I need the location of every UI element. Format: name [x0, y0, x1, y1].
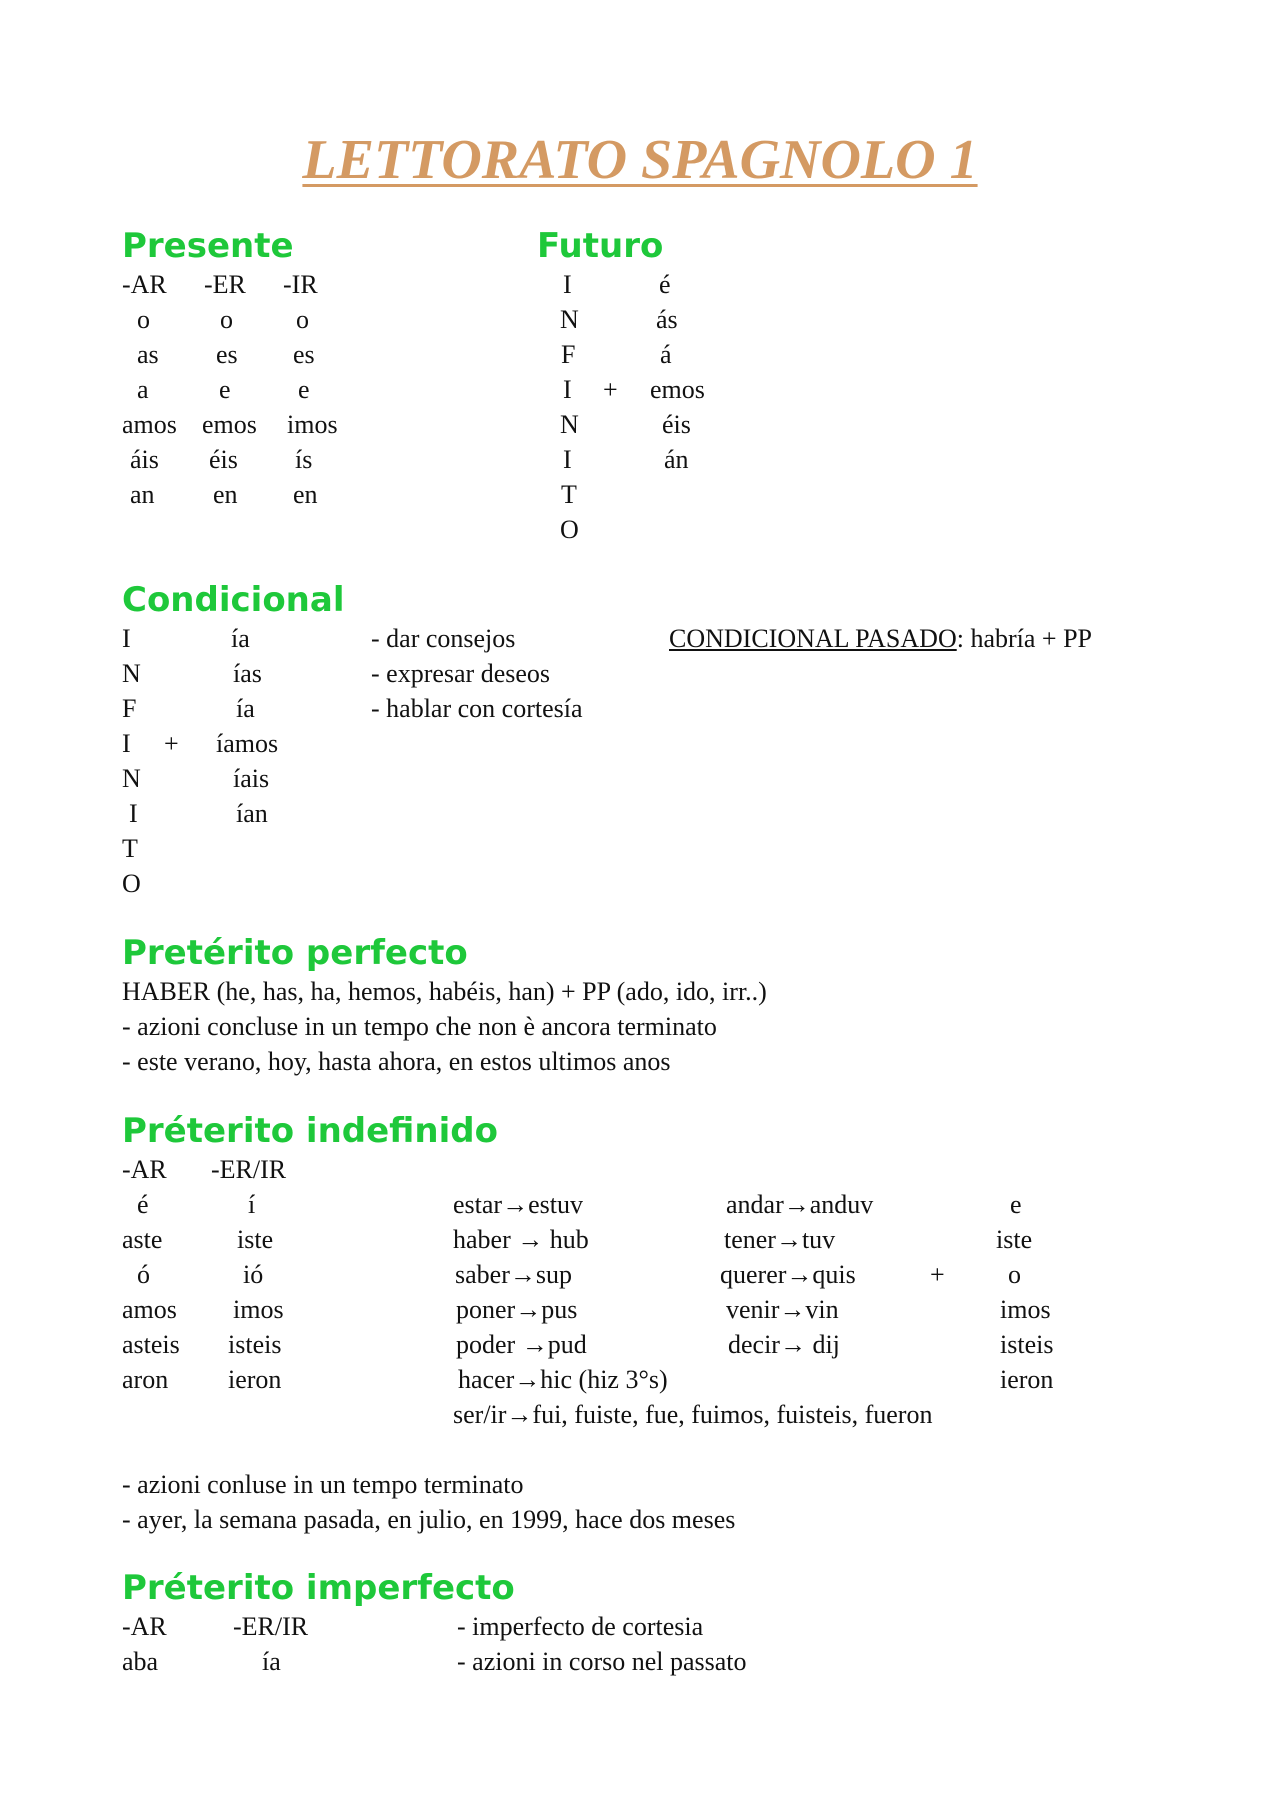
condicional-use: - hablar con cortesía: [371, 694, 583, 723]
condicional-plus: +: [164, 729, 179, 758]
indefinido-erir-ending: ieron: [228, 1365, 282, 1394]
presente-ar-ending: o: [137, 305, 150, 334]
condicional-stem-letter: N: [122, 659, 141, 688]
indefinido-irregular-stem: andar→anduv: [726, 1190, 874, 1219]
indefinido-irregular-stem: tener→tuv: [724, 1225, 836, 1254]
condicional-stem-letter: I: [122, 729, 131, 758]
indefinido-irregular-ending: e: [1010, 1190, 1022, 1219]
futuro-ending: á: [660, 340, 672, 369]
condicional-stem-letter: N: [122, 764, 141, 793]
indefinido-irregular-ending: imos: [1000, 1295, 1051, 1324]
condicional-pasado-label: CONDICIONAL PASADO: [669, 624, 957, 653]
presente-er-header: -ER: [204, 270, 246, 299]
presente-er-ending: en: [213, 480, 238, 509]
condicional-stem-letter: I: [129, 799, 138, 828]
indefinido-irregular-stem: poner→pus: [456, 1295, 578, 1324]
condicional-ending: ía: [231, 624, 250, 653]
presente-er-ending: e: [219, 375, 231, 404]
indefinido-ar-ending: é: [137, 1190, 149, 1219]
condicional-ending: íais: [233, 764, 270, 793]
condicional-stem-letter: F: [122, 694, 137, 723]
imperfecto-ar-ending: aba: [122, 1647, 159, 1676]
indefinido-erir-ending: ió: [243, 1260, 264, 1289]
indefinido-ar-ending: ó: [137, 1260, 150, 1289]
condicional-pasado: [669, 624, 1092, 654]
condicional-ending: íamos: [216, 729, 279, 758]
indefinido-erir-ending: iste: [237, 1225, 274, 1254]
condicional-stem-letter: T: [122, 834, 138, 863]
futuro-ending: éis: [662, 410, 691, 439]
imperfecto-heading: Préterito imperfecto: [122, 1568, 515, 1608]
perfecto-line: - este verano, hoy, hasta ahora, en estos ultimos anos: [122, 1047, 671, 1076]
page-title: LETTORATO SPAGNOLO 1: [302, 129, 978, 191]
indefinido-irregular-stem: estar→estuv: [453, 1190, 583, 1219]
indefinido-erir-ending: imos: [233, 1295, 284, 1324]
presente-ir-ending: en: [293, 480, 318, 509]
indefinido-irregular-ending: isteis: [1000, 1330, 1054, 1359]
presente-ir-ending: imos: [287, 410, 338, 439]
indefinido-ar-ending: aron: [122, 1365, 169, 1394]
presente-ar-ending: an: [130, 480, 155, 509]
presente-ar-ending: amos: [122, 410, 177, 439]
futuro-plus: +: [603, 375, 618, 404]
perfecto-heading: Pretérito perfecto: [122, 933, 468, 973]
condicional-heading: Condicional: [122, 580, 345, 620]
presente-er-ending: es: [216, 340, 238, 369]
presente-ir-ending: ís: [295, 445, 313, 474]
indefinido-irregular-stem: decir→ dij: [728, 1330, 840, 1359]
futuro-stem-letter: F: [561, 340, 576, 369]
condicional-use: - expresar deseos: [371, 659, 551, 688]
presente-ir-ending: e: [298, 375, 310, 404]
indefinido-heading: Préterito indefinido: [122, 1111, 498, 1151]
indefinido-note: - ayer, la semana pasada, en julio, en 1999, hace dos meses: [122, 1505, 736, 1534]
presente-ir-ending: es: [293, 340, 315, 369]
indefinido-irregular-ending: iste: [996, 1225, 1033, 1254]
perfecto-line: HABER (he, has, ha, hemos, habéis, han) + PP (ado, ido, irr..): [122, 977, 767, 1006]
condicional-ending: ían: [236, 799, 268, 828]
presente-er-ending: o: [220, 305, 233, 334]
presente-heading: Presente: [122, 226, 294, 266]
indefinido-irregular-stem: poder →pud: [456, 1330, 587, 1359]
futuro-stem-letter: T: [561, 480, 577, 509]
futuro-stem-letter: N: [560, 305, 579, 334]
presente-ir-header: -IR: [283, 270, 318, 299]
futuro-ending: án: [664, 445, 689, 474]
presente-ir-ending: o: [296, 305, 309, 334]
imperfecto-erir-header: -ER/IR: [233, 1612, 309, 1641]
presente-ar-ending: a: [137, 375, 149, 404]
indefinido-irregular-ending: ieron: [1000, 1365, 1054, 1394]
condicional-ending: ía: [236, 694, 255, 723]
indefinido-irregular-stem: saber→sup: [455, 1260, 572, 1289]
imperfecto-use: - azioni in corso nel passato: [457, 1647, 747, 1676]
futuro-ending: é: [659, 270, 671, 299]
futuro-stem-letter: I: [563, 445, 572, 474]
presente-ar-header: -AR: [122, 270, 167, 299]
indefinido-ser-ir-forms: ser/ir→fui, fuiste, fue, fuimos, fuisteis, fueron: [453, 1400, 933, 1429]
condicional-pasado-formula: : habría + PP: [956, 624, 1092, 653]
futuro-stem-letter: N: [560, 410, 579, 439]
condicional-stem-letter: I: [122, 624, 131, 653]
indefinido-ar-header: -AR: [122, 1155, 167, 1184]
futuro-heading: Futuro: [537, 226, 664, 266]
indefinido-note: - azioni conluse in un tempo terminato: [122, 1470, 524, 1499]
indefinido-ar-ending: asteis: [122, 1330, 180, 1359]
futuro-stem-letter: I: [563, 270, 572, 299]
imperfecto-erir-ending: ía: [262, 1647, 281, 1676]
indefinido-plus: +: [930, 1260, 945, 1289]
indefinido-irregular-stem: querer→quis: [720, 1260, 856, 1289]
indefinido-erir-header: -ER/IR: [211, 1155, 287, 1184]
indefinido-irregular-stem: haber → hub: [453, 1225, 589, 1254]
indefinido-irregular-stem: hacer→hic (hiz 3°s): [458, 1365, 668, 1394]
condicional-stem-letter: O: [122, 869, 141, 898]
imperfecto-ar-header: -AR: [122, 1612, 167, 1641]
imperfecto-use: - imperfecto de cortesia: [457, 1612, 704, 1641]
presente-er-ending: éis: [209, 445, 238, 474]
perfecto-line: - azioni concluse in un tempo che non è ancora terminato: [122, 1012, 717, 1041]
indefinido-erir-ending: isteis: [228, 1330, 282, 1359]
condicional-use: - dar consejos: [371, 624, 516, 653]
indefinido-ar-ending: amos: [122, 1295, 177, 1324]
indefinido-irregular-stem: venir→vin: [726, 1295, 839, 1324]
presente-ar-ending: áis: [130, 445, 159, 474]
indefinido-erir-ending: í: [248, 1190, 256, 1219]
indefinido-ar-ending: aste: [122, 1225, 163, 1254]
presente-er-ending: emos: [202, 410, 257, 439]
futuro-ending: emos: [650, 375, 705, 404]
futuro-stem-letter: I: [563, 375, 572, 404]
futuro-ending: ás: [656, 305, 678, 334]
indefinido-irregular-ending: o: [1008, 1260, 1021, 1289]
condicional-ending: ías: [233, 659, 262, 688]
futuro-stem-letter: O: [560, 515, 579, 544]
presente-ar-ending: as: [137, 340, 159, 369]
